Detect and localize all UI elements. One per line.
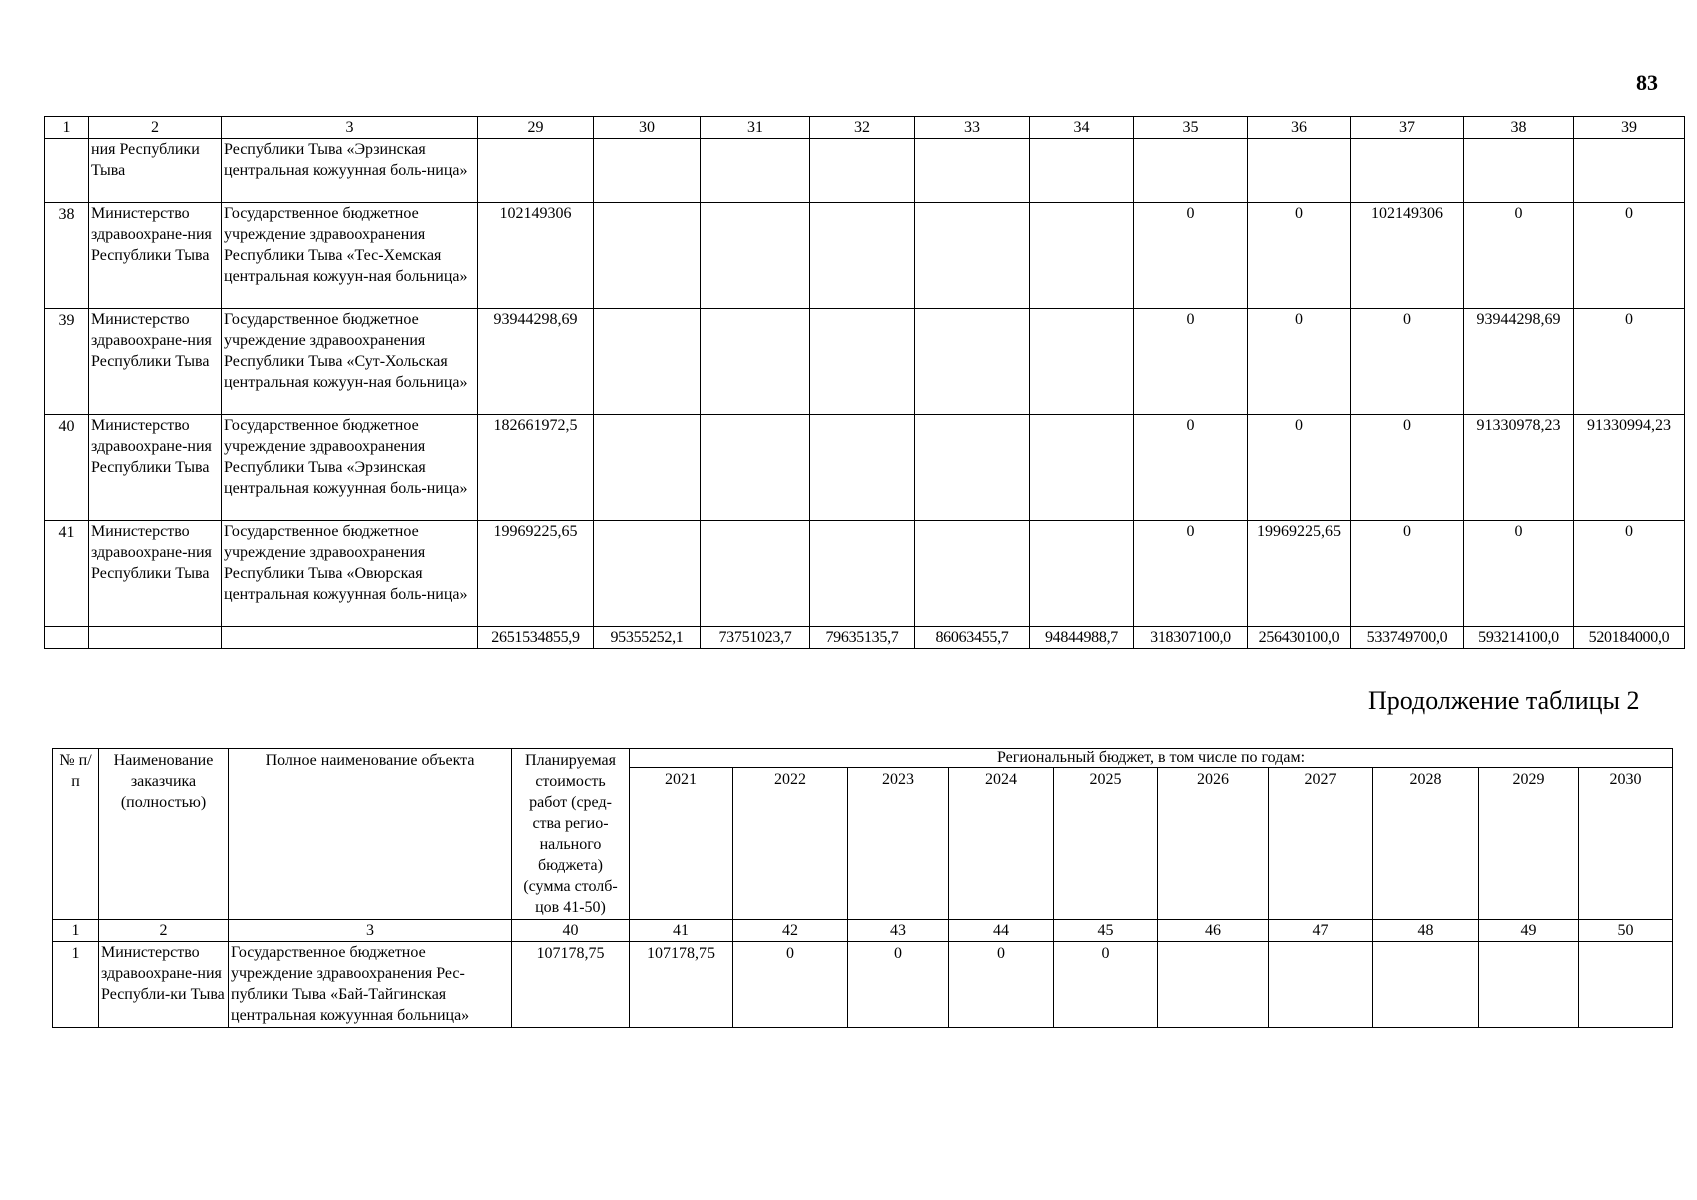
value-cell: 0 — [733, 942, 848, 1028]
customer-cell: Министерство здравоохране-ния Республики Тыва — [89, 309, 222, 415]
value-cell: 0 — [1574, 521, 1685, 627]
value-cell — [478, 139, 594, 203]
table-row — [45, 203, 1685, 309]
header-number: № п/п — [53, 749, 99, 920]
budget-table-continued — [44, 116, 1685, 649]
value-cell: 91330978,23 — [1464, 415, 1574, 521]
column-number: 40 — [512, 920, 630, 942]
column-number-row — [53, 920, 1673, 942]
total-cell: 256430100,0 — [1248, 627, 1351, 649]
value-cell: 91330994,23 — [1574, 415, 1685, 521]
column-number: 31 — [701, 117, 810, 139]
column-number: 3 — [222, 117, 478, 139]
value-cell: 0 — [1248, 203, 1351, 309]
value-cell — [701, 139, 810, 203]
row-number: 1 — [53, 942, 99, 1028]
year-header: 2026 — [1158, 768, 1269, 920]
value-cell — [1269, 942, 1373, 1028]
value-cell — [1030, 415, 1134, 521]
value-cell: 0 — [1054, 942, 1158, 1028]
object-cell: Государственное бюджетное учреждение здравоохранения Республики Тыва «Овюрская центральная кожуунная боль-ница» — [222, 521, 478, 627]
value-cell — [915, 139, 1030, 203]
column-number: 1 — [45, 117, 89, 139]
total-cell: 86063455,7 — [915, 627, 1030, 649]
year-header: 2028 — [1373, 768, 1479, 920]
value-cell: 19969225,65 — [1248, 521, 1351, 627]
value-cell — [594, 203, 701, 309]
value-cell: 0 — [949, 942, 1054, 1028]
value-cell — [1248, 139, 1351, 203]
column-number: 49 — [1479, 920, 1579, 942]
column-number: 43 — [848, 920, 949, 942]
row-number: 38 — [45, 203, 89, 309]
column-number: 3 — [229, 920, 512, 942]
column-number: 2 — [89, 117, 222, 139]
value-cell — [701, 415, 810, 521]
value-cell: 102149306 — [1351, 203, 1464, 309]
value-cell: 0 — [1464, 203, 1574, 309]
total-cell: 533749700,0 — [1351, 627, 1464, 649]
customer-cell: Министерство здравоохране-ния Республики Тыва — [89, 203, 222, 309]
row-number: 39 — [45, 309, 89, 415]
object-cell: Государственное бюджетное учреждение здравоохранения Рес-публики Тыва «Бай-Тайгинская центральная кожуунная больница» — [229, 942, 512, 1028]
customer-cell: Министерство здравоохране-ния Республики Тыва — [89, 415, 222, 521]
value-cell — [810, 415, 915, 521]
value-cell: 0 — [848, 942, 949, 1028]
value-cell: 0 — [1464, 521, 1574, 627]
year-header: 2030 — [1579, 768, 1673, 920]
header-cost: Планируемая стоимость работ (сред-ства регио-нального бюджета) (сумма столб-цов 41-50) — [512, 749, 630, 920]
column-number: 42 — [733, 920, 848, 942]
value-cell — [1158, 942, 1269, 1028]
column-number: 34 — [1030, 117, 1134, 139]
value-cell — [1464, 139, 1574, 203]
value-cell: 0 — [1134, 521, 1248, 627]
value-cell: 0 — [1134, 415, 1248, 521]
column-number: 47 — [1269, 920, 1373, 942]
header-object: Полное наименование объекта — [229, 749, 512, 920]
row-number — [45, 139, 89, 203]
total-cell: 2651534855,9 — [478, 627, 594, 649]
value-cell — [1030, 139, 1134, 203]
value-cell — [594, 139, 701, 203]
column-number: 50 — [1579, 920, 1673, 942]
column-number: 30 — [594, 117, 701, 139]
total-row — [45, 627, 1685, 649]
value-cell — [594, 521, 701, 627]
value-cell: 93944298,69 — [478, 309, 594, 415]
object-cell: Республики Тыва «Эрзинская центральная кожуунная боль-ница» — [222, 139, 478, 203]
value-cell — [701, 521, 810, 627]
table-row — [53, 942, 1673, 1028]
table-row — [45, 521, 1685, 627]
page-number: 83 — [1636, 70, 1658, 95]
value-cell: 19969225,65 — [478, 521, 594, 627]
value-cell — [1030, 309, 1134, 415]
row-number: 41 — [45, 521, 89, 627]
year-header: 2022 — [733, 768, 848, 920]
column-number: 41 — [630, 920, 733, 942]
column-number: 37 — [1351, 117, 1464, 139]
column-number-row — [45, 117, 1685, 139]
value-cell — [915, 203, 1030, 309]
column-number: 38 — [1464, 117, 1574, 139]
column-number: 44 — [949, 920, 1054, 942]
value-cell: 107178,75 — [630, 942, 733, 1028]
value-cell: 0 — [1351, 521, 1464, 627]
value-cell — [810, 203, 915, 309]
value-cell: 182661972,5 — [478, 415, 594, 521]
year-header: 2027 — [1269, 768, 1373, 920]
year-header: 2029 — [1479, 768, 1579, 920]
total-cell: 94844988,7 — [1030, 627, 1134, 649]
value-cell — [915, 415, 1030, 521]
table-row — [45, 139, 1685, 203]
value-cell: 0 — [1248, 415, 1351, 521]
value-cell: 0 — [1134, 203, 1248, 309]
value-cell — [1030, 203, 1134, 309]
total-cell: 318307100,0 — [1134, 627, 1248, 649]
value-cell — [1479, 942, 1579, 1028]
year-header: 2023 — [848, 768, 949, 920]
customer-cell: ния Республики Тыва — [89, 139, 222, 203]
column-number: 1 — [53, 920, 99, 942]
empty-cell — [45, 627, 89, 649]
column-number: 35 — [1134, 117, 1248, 139]
value-cell — [1579, 942, 1673, 1028]
object-cell: Государственное бюджетное учреждение здравоохранения Республики Тыва «Тес-Хемская центральная кожуун-ная больница» — [222, 203, 478, 309]
value-cell — [1030, 521, 1134, 627]
table-row — [45, 415, 1685, 521]
column-number: 29 — [478, 117, 594, 139]
object-cell: Государственное бюджетное учреждение здравоохранения Республики Тыва «Эрзинская центральная кожуунная боль-ница» — [222, 415, 478, 521]
regional-budget-table — [52, 748, 1673, 1028]
value-cell — [594, 309, 701, 415]
total-cell: 95355252,1 — [594, 627, 701, 649]
object-cell: Государственное бюджетное учреждение здравоохранения Республики Тыва «Сут-Хольская центральная кожуун-ная больница» — [222, 309, 478, 415]
total-cell: 520184000,0 — [1574, 627, 1685, 649]
column-number: 32 — [810, 117, 915, 139]
column-number: 39 — [1574, 117, 1685, 139]
column-number: 48 — [1373, 920, 1479, 942]
value-cell — [810, 309, 915, 415]
customer-cell: Министерство здравоохране-ния Республики Тыва — [89, 521, 222, 627]
value-cell — [1351, 139, 1464, 203]
value-cell — [594, 415, 701, 521]
value-cell: 0 — [1351, 415, 1464, 521]
header-regional-budget: Региональный бюджет, в том числе по годам: — [630, 749, 1673, 768]
column-number: 33 — [915, 117, 1030, 139]
total-cell: 593214100,0 — [1464, 627, 1574, 649]
value-cell: 0 — [1134, 309, 1248, 415]
value-cell: 0 — [1248, 309, 1351, 415]
cost-cell: 107178,75 — [512, 942, 630, 1028]
value-cell: 0 — [1574, 203, 1685, 309]
header-row — [53, 749, 1673, 768]
column-number: 36 — [1248, 117, 1351, 139]
column-number: 46 — [1158, 920, 1269, 942]
empty-cell — [89, 627, 222, 649]
table-caption: Продолжение таблицы 2 — [1368, 686, 1640, 715]
header-customer: Наименование заказчика (полностью) — [99, 749, 229, 920]
empty-cell — [222, 627, 478, 649]
total-cell: 73751023,7 — [701, 627, 810, 649]
column-number: 45 — [1054, 920, 1158, 942]
year-header: 2024 — [949, 768, 1054, 920]
year-header: 2021 — [630, 768, 733, 920]
value-cell: 102149306 — [478, 203, 594, 309]
customer-cell: Министерство здравоохране-ния Республи-ки Тыва — [99, 942, 229, 1028]
value-cell — [701, 309, 810, 415]
value-cell: 0 — [1351, 309, 1464, 415]
value-cell: 93944298,69 — [1464, 309, 1574, 415]
value-cell — [1574, 139, 1685, 203]
row-number: 40 — [45, 415, 89, 521]
value-cell — [1134, 139, 1248, 203]
value-cell — [1373, 942, 1479, 1028]
year-header: 2025 — [1054, 768, 1158, 920]
value-cell: 0 — [1574, 309, 1685, 415]
value-cell — [915, 309, 1030, 415]
value-cell — [810, 521, 915, 627]
value-cell — [915, 521, 1030, 627]
total-cell: 79635135,7 — [810, 627, 915, 649]
table-row — [45, 309, 1685, 415]
column-number: 2 — [99, 920, 229, 942]
value-cell — [810, 139, 915, 203]
value-cell — [701, 203, 810, 309]
